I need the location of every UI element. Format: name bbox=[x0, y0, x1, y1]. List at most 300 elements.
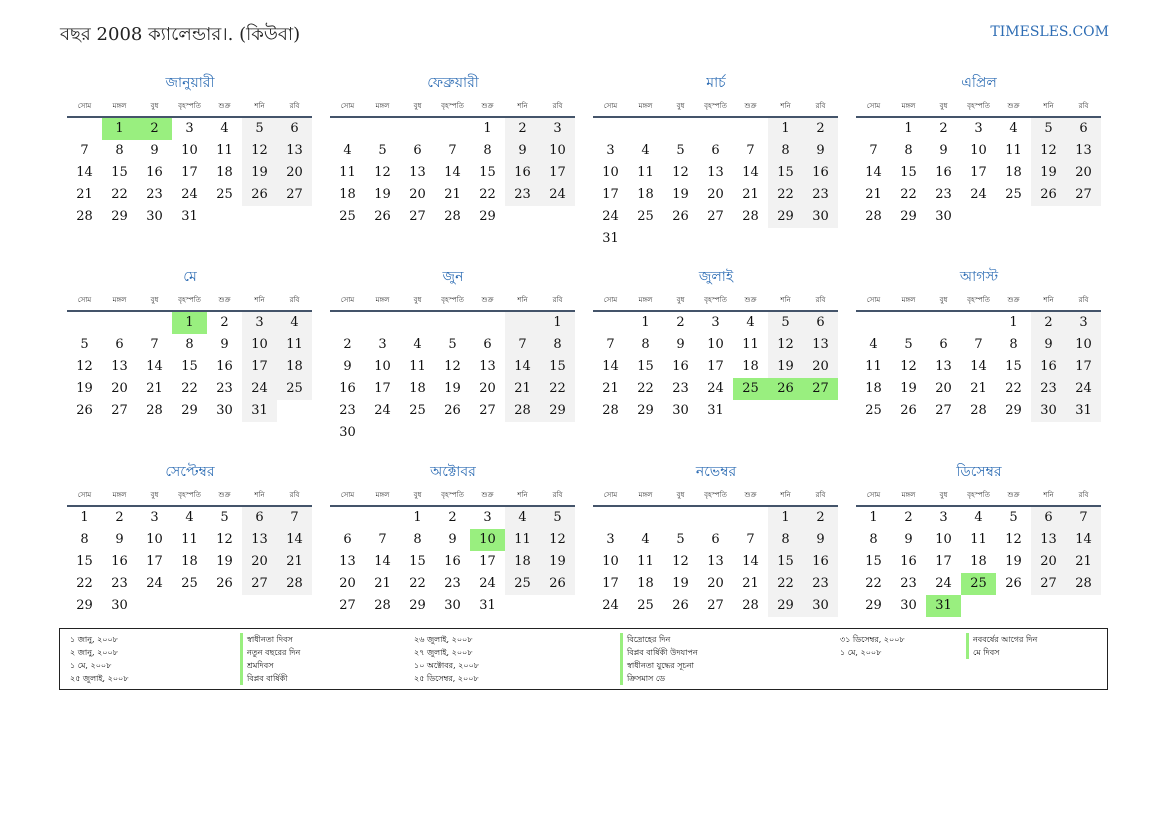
day-cell[interactable]: 25 bbox=[409, 403, 426, 418]
day-cell[interactable]: 9 bbox=[676, 337, 685, 352]
day-cell[interactable]: 12 bbox=[242, 140, 277, 162]
day-cell[interactable]: 16 bbox=[505, 162, 540, 184]
day-cell[interactable]: 28 bbox=[602, 403, 619, 418]
day-cell[interactable]: 9 bbox=[448, 532, 457, 547]
day-cell[interactable]: 15 bbox=[637, 359, 654, 374]
day-cell[interactable]: 6 bbox=[1031, 507, 1066, 529]
day-cell[interactable]: 30 bbox=[111, 598, 128, 613]
day-cell[interactable]: 13 bbox=[339, 554, 356, 569]
day-cell[interactable]: 8 bbox=[540, 334, 575, 356]
day-cell[interactable]: 11 bbox=[409, 359, 426, 374]
day-cell[interactable]: 21 bbox=[1066, 551, 1101, 573]
day-cell[interactable]: 15 bbox=[540, 356, 575, 378]
day-cell[interactable]: 17 bbox=[374, 381, 391, 396]
day-cell[interactable]: 18 bbox=[1005, 165, 1022, 180]
day-cell[interactable]: 25 bbox=[637, 209, 654, 224]
day-cell[interactable]: 7 bbox=[277, 507, 312, 529]
day-cell[interactable]: 23 bbox=[339, 403, 356, 418]
day-cell[interactable]: 20 bbox=[242, 551, 277, 573]
day-cell[interactable]: 4 bbox=[641, 143, 650, 158]
day-cell[interactable]: 9 bbox=[803, 529, 838, 551]
day-cell[interactable]: 1 bbox=[768, 118, 803, 140]
day-cell[interactable]: 19 bbox=[672, 576, 689, 591]
day-cell[interactable]: 22 bbox=[768, 184, 803, 206]
day-cell[interactable]: 1 bbox=[641, 315, 650, 330]
day-cell[interactable]: 15 bbox=[76, 554, 93, 569]
day-cell[interactable]: 30 bbox=[935, 209, 952, 224]
day-cell[interactable]: 7 bbox=[869, 143, 878, 158]
day-cell[interactable]: 3 bbox=[483, 510, 492, 525]
day-cell[interactable]: 25 bbox=[637, 598, 654, 613]
day-cell[interactable]: 15 bbox=[900, 165, 917, 180]
day-cell[interactable]: 7 bbox=[746, 532, 755, 547]
day-cell[interactable]: 3 bbox=[540, 118, 575, 140]
day-cell[interactable]: 8 bbox=[768, 529, 803, 551]
day-cell[interactable]: 14 bbox=[742, 165, 759, 180]
day-cell[interactable]: 30 bbox=[900, 598, 917, 613]
day-cell[interactable]: 25 bbox=[339, 209, 356, 224]
day-cell[interactable]: 18 bbox=[409, 381, 426, 396]
day-cell[interactable]: 2 bbox=[448, 510, 457, 525]
day-cell[interactable]: 6 bbox=[711, 532, 720, 547]
day-cell[interactable]: 19 bbox=[1031, 162, 1066, 184]
day-cell[interactable]: 20 bbox=[111, 381, 128, 396]
day-cell[interactable]: 3 bbox=[378, 337, 387, 352]
day-cell[interactable]: 5 bbox=[80, 337, 89, 352]
day-cell[interactable]: 22 bbox=[1005, 381, 1022, 396]
day-cell[interactable]: 27 bbox=[111, 403, 128, 418]
day-cell[interactable]: 3 bbox=[974, 121, 983, 136]
day-cell[interactable]: 5 bbox=[448, 337, 457, 352]
day-cell[interactable]: 14 bbox=[374, 554, 391, 569]
day-cell[interactable]: 8 bbox=[641, 337, 650, 352]
day-cell[interactable]: 19 bbox=[1005, 554, 1022, 569]
day-cell[interactable]: 21 bbox=[374, 576, 391, 591]
day-cell[interactable]: 3 bbox=[939, 510, 948, 525]
day-cell[interactable]: 27 bbox=[935, 403, 952, 418]
day-cell[interactable]: 30 bbox=[339, 425, 356, 440]
day-cell[interactable]: 10 bbox=[540, 140, 575, 162]
day-cell[interactable]: 16 bbox=[672, 359, 689, 374]
day-cell[interactable]: 17 bbox=[602, 187, 619, 202]
day-cell[interactable]: 16 bbox=[146, 165, 163, 180]
day-cell[interactable]: 12 bbox=[900, 359, 917, 374]
day-cell[interactable]: 30 bbox=[444, 598, 461, 613]
day-cell[interactable]: 29 bbox=[768, 206, 803, 228]
day-cell[interactable]: 14 bbox=[76, 165, 93, 180]
day-cell[interactable]: 31 bbox=[181, 209, 198, 224]
day-cell[interactable]: 4 bbox=[185, 510, 194, 525]
day-cell[interactable]: 30 bbox=[1031, 400, 1066, 422]
day-cell[interactable]: 17 bbox=[935, 554, 952, 569]
day-cell[interactable]: 18 bbox=[339, 187, 356, 202]
day-cell[interactable]: 25 bbox=[865, 403, 882, 418]
day-cell[interactable]: 6 bbox=[711, 143, 720, 158]
day-cell[interactable]: 16 bbox=[216, 359, 233, 374]
day-cell[interactable]: 27 bbox=[277, 184, 312, 206]
day-cell[interactable]: 9 bbox=[150, 143, 159, 158]
day-cell[interactable]: 18 bbox=[970, 554, 987, 569]
day-cell[interactable]: 31 bbox=[242, 400, 277, 422]
day-cell[interactable]: 11 bbox=[637, 165, 654, 180]
day-cell[interactable]: 19 bbox=[540, 551, 575, 573]
day-cell[interactable]: 27 bbox=[479, 403, 496, 418]
day-cell[interactable]: 16 bbox=[803, 551, 838, 573]
day-cell[interactable]: 24 bbox=[602, 598, 619, 613]
day-cell[interactable]: 15 bbox=[111, 165, 128, 180]
day-cell[interactable]: 2 bbox=[115, 510, 124, 525]
day-cell[interactable]: 15 bbox=[181, 359, 198, 374]
day-cell[interactable]: 14 bbox=[444, 165, 461, 180]
day-cell[interactable]: 23 bbox=[1031, 378, 1066, 400]
day-cell[interactable]: 18 bbox=[742, 359, 759, 374]
day-cell[interactable]: 6 bbox=[483, 337, 492, 352]
day-cell[interactable]: 24 bbox=[970, 187, 987, 202]
day-cell[interactable]: 13 bbox=[409, 165, 426, 180]
day-cell[interactable]: 12 bbox=[374, 165, 391, 180]
day-cell[interactable]: 14 bbox=[602, 359, 619, 374]
day-cell[interactable]: 27 bbox=[707, 598, 724, 613]
day-cell[interactable]: 24 bbox=[181, 187, 198, 202]
day-cell[interactable]: 14 bbox=[742, 554, 759, 569]
day-cell[interactable]: 31 bbox=[602, 231, 619, 246]
day-cell[interactable]: 14 bbox=[1066, 529, 1101, 551]
day-cell[interactable]: 22 bbox=[768, 573, 803, 595]
day-cell[interactable]: 2 bbox=[803, 118, 838, 140]
day-cell[interactable]: 28 bbox=[742, 209, 759, 224]
day-cell[interactable]: 5 bbox=[768, 312, 803, 334]
day-cell[interactable]: 17 bbox=[181, 165, 198, 180]
day-cell[interactable]: 10 bbox=[707, 337, 724, 352]
day-cell[interactable]: 16 bbox=[935, 165, 952, 180]
day-cell[interactable]: 12 bbox=[444, 359, 461, 374]
day-cell[interactable]: 2 bbox=[1031, 312, 1066, 334]
day-cell[interactable]: 23 bbox=[111, 576, 128, 591]
day-cell[interactable]: 19 bbox=[76, 381, 93, 396]
day-cell[interactable]: 22 bbox=[76, 576, 93, 591]
day-cell[interactable]: 12 bbox=[672, 165, 689, 180]
day-cell[interactable]: 17 bbox=[602, 576, 619, 591]
day-cell[interactable]: 13 bbox=[1066, 140, 1101, 162]
day-cell[interactable]: 30 bbox=[216, 403, 233, 418]
day-cell[interactable]: 12 bbox=[540, 529, 575, 551]
day-cell[interactable]: 15 bbox=[768, 162, 803, 184]
holiday-day-cell[interactable]: 27 bbox=[803, 378, 838, 400]
day-cell[interactable]: 27 bbox=[1031, 573, 1066, 595]
day-cell[interactable]: 29 bbox=[637, 403, 654, 418]
day-cell[interactable]: 13 bbox=[479, 359, 496, 374]
day-cell[interactable]: 13 bbox=[707, 554, 724, 569]
day-cell[interactable]: 24 bbox=[707, 381, 724, 396]
day-cell[interactable]: 7 bbox=[378, 532, 387, 547]
day-cell[interactable]: 11 bbox=[339, 165, 356, 180]
day-cell[interactable]: 25 bbox=[505, 573, 540, 595]
day-cell[interactable]: 15 bbox=[865, 554, 882, 569]
day-cell[interactable]: 5 bbox=[676, 143, 685, 158]
day-cell[interactable]: 7 bbox=[448, 143, 457, 158]
day-cell[interactable]: 10 bbox=[602, 165, 619, 180]
day-cell[interactable]: 15 bbox=[768, 551, 803, 573]
day-cell[interactable]: 6 bbox=[413, 143, 422, 158]
day-cell[interactable]: 23 bbox=[444, 576, 461, 591]
day-cell[interactable]: 9 bbox=[505, 140, 540, 162]
day-cell[interactable]: 13 bbox=[242, 529, 277, 551]
day-cell[interactable]: 19 bbox=[444, 381, 461, 396]
day-cell[interactable]: 9 bbox=[115, 532, 124, 547]
day-cell[interactable]: 4 bbox=[505, 507, 540, 529]
day-cell[interactable]: 15 bbox=[409, 554, 426, 569]
day-cell[interactable]: 24 bbox=[374, 403, 391, 418]
day-cell[interactable]: 15 bbox=[479, 165, 496, 180]
day-cell[interactable]: 8 bbox=[413, 532, 422, 547]
day-cell[interactable]: 17 bbox=[1066, 356, 1101, 378]
day-cell[interactable]: 28 bbox=[374, 598, 391, 613]
day-cell[interactable]: 31 bbox=[707, 403, 724, 418]
day-cell[interactable]: 4 bbox=[1009, 121, 1018, 136]
day-cell[interactable]: 20 bbox=[707, 187, 724, 202]
day-cell[interactable]: 12 bbox=[76, 359, 93, 374]
day-cell[interactable]: 17 bbox=[707, 359, 724, 374]
holiday-day-cell[interactable]: 2 bbox=[137, 118, 172, 140]
day-cell[interactable]: 6 bbox=[277, 118, 312, 140]
day-cell[interactable]: 11 bbox=[505, 529, 540, 551]
day-cell[interactable]: 24 bbox=[1066, 378, 1101, 400]
day-cell[interactable]: 8 bbox=[185, 337, 194, 352]
day-cell[interactable]: 18 bbox=[216, 165, 233, 180]
day-cell[interactable]: 30 bbox=[803, 595, 838, 617]
day-cell[interactable]: 26 bbox=[76, 403, 93, 418]
day-cell[interactable]: 31 bbox=[1066, 400, 1101, 422]
day-cell[interactable]: 26 bbox=[374, 209, 391, 224]
day-cell[interactable]: 23 bbox=[803, 184, 838, 206]
day-cell[interactable]: 21 bbox=[602, 381, 619, 396]
day-cell[interactable]: 21 bbox=[505, 378, 540, 400]
day-cell[interactable]: 8 bbox=[80, 532, 89, 547]
day-cell[interactable]: 20 bbox=[803, 356, 838, 378]
day-cell[interactable]: 4 bbox=[343, 143, 352, 158]
day-cell[interactable]: 23 bbox=[803, 573, 838, 595]
day-cell[interactable]: 29 bbox=[768, 595, 803, 617]
day-cell[interactable]: 7 bbox=[746, 143, 755, 158]
day-cell[interactable]: 3 bbox=[242, 312, 277, 334]
day-cell[interactable]: 16 bbox=[1031, 356, 1066, 378]
holiday-day-cell[interactable]: 1 bbox=[102, 118, 137, 140]
day-cell[interactable]: 22 bbox=[181, 381, 198, 396]
day-cell[interactable]: 20 bbox=[935, 381, 952, 396]
day-cell[interactable]: 19 bbox=[672, 187, 689, 202]
day-cell[interactable]: 5 bbox=[242, 118, 277, 140]
day-cell[interactable]: 3 bbox=[711, 315, 720, 330]
day-cell[interactable]: 21 bbox=[742, 576, 759, 591]
day-cell[interactable]: 22 bbox=[540, 378, 575, 400]
day-cell[interactable]: 13 bbox=[1031, 529, 1066, 551]
day-cell[interactable]: 17 bbox=[479, 554, 496, 569]
day-cell[interactable]: 3 bbox=[606, 143, 615, 158]
day-cell[interactable]: 28 bbox=[444, 209, 461, 224]
day-cell[interactable]: 26 bbox=[242, 184, 277, 206]
day-cell[interactable]: 18 bbox=[637, 187, 654, 202]
day-cell[interactable]: 20 bbox=[409, 187, 426, 202]
day-cell[interactable]: 9 bbox=[803, 140, 838, 162]
day-cell[interactable]: 2 bbox=[343, 337, 352, 352]
day-cell[interactable]: 9 bbox=[343, 359, 352, 374]
day-cell[interactable]: 26 bbox=[1031, 184, 1066, 206]
day-cell[interactable]: 4 bbox=[641, 532, 650, 547]
day-cell[interactable]: 24 bbox=[935, 576, 952, 591]
day-cell[interactable]: 26 bbox=[672, 598, 689, 613]
day-cell[interactable]: 6 bbox=[115, 337, 124, 352]
day-cell[interactable]: 26 bbox=[540, 573, 575, 595]
day-cell[interactable]: 29 bbox=[540, 400, 575, 422]
day-cell[interactable]: 18 bbox=[865, 381, 882, 396]
day-cell[interactable]: 22 bbox=[865, 576, 882, 591]
day-cell[interactable]: 25 bbox=[1005, 187, 1022, 202]
day-cell[interactable]: 1 bbox=[540, 312, 575, 334]
day-cell[interactable]: 12 bbox=[672, 554, 689, 569]
day-cell[interactable]: 20 bbox=[277, 162, 312, 184]
day-cell[interactable]: 20 bbox=[1031, 551, 1066, 573]
day-cell[interactable]: 2 bbox=[803, 507, 838, 529]
holiday-day-cell[interactable]: 25 bbox=[733, 378, 768, 400]
day-cell[interactable]: 10 bbox=[181, 143, 198, 158]
day-cell[interactable]: 12 bbox=[768, 334, 803, 356]
day-cell[interactable]: 27 bbox=[339, 598, 356, 613]
day-cell[interactable]: 24 bbox=[540, 184, 575, 206]
day-cell[interactable]: 7 bbox=[150, 337, 159, 352]
day-cell[interactable]: 21 bbox=[76, 187, 93, 202]
day-cell[interactable]: 23 bbox=[146, 187, 163, 202]
day-cell[interactable]: 27 bbox=[409, 209, 426, 224]
day-cell[interactable]: 1 bbox=[80, 510, 89, 525]
day-cell[interactable]: 1 bbox=[413, 510, 422, 525]
day-cell[interactable]: 18 bbox=[505, 551, 540, 573]
day-cell[interactable]: 20 bbox=[1066, 162, 1101, 184]
day-cell[interactable]: 14 bbox=[146, 359, 163, 374]
day-cell[interactable]: 9 bbox=[904, 532, 913, 547]
day-cell[interactable]: 11 bbox=[216, 143, 233, 158]
day-cell[interactable]: 20 bbox=[339, 576, 356, 591]
day-cell[interactable]: 19 bbox=[768, 356, 803, 378]
day-cell[interactable]: 21 bbox=[742, 187, 759, 202]
day-cell[interactable]: 16 bbox=[444, 554, 461, 569]
day-cell[interactable]: 9 bbox=[220, 337, 229, 352]
day-cell[interactable]: 4 bbox=[277, 312, 312, 334]
day-cell[interactable]: 6 bbox=[939, 337, 948, 352]
day-cell[interactable]: 10 bbox=[602, 554, 619, 569]
day-cell[interactable]: 11 bbox=[970, 532, 987, 547]
day-cell[interactable]: 21 bbox=[146, 381, 163, 396]
day-cell[interactable]: 8 bbox=[768, 140, 803, 162]
day-cell[interactable]: 7 bbox=[80, 143, 89, 158]
day-cell[interactable]: 10 bbox=[146, 532, 163, 547]
day-cell[interactable]: 8 bbox=[1009, 337, 1018, 352]
day-cell[interactable]: 10 bbox=[374, 359, 391, 374]
day-cell[interactable]: 23 bbox=[900, 576, 917, 591]
day-cell[interactable]: 3 bbox=[606, 532, 615, 547]
day-cell[interactable]: 30 bbox=[146, 209, 163, 224]
day-cell[interactable]: 11 bbox=[865, 359, 882, 374]
day-cell[interactable]: 9 bbox=[939, 143, 948, 158]
day-cell[interactable]: 11 bbox=[277, 334, 312, 356]
day-cell[interactable]: 14 bbox=[970, 359, 987, 374]
day-cell[interactable]: 10 bbox=[1066, 334, 1101, 356]
day-cell[interactable]: 29 bbox=[865, 598, 882, 613]
day-cell[interactable]: 13 bbox=[803, 334, 838, 356]
day-cell[interactable]: 7 bbox=[1066, 507, 1101, 529]
day-cell[interactable]: 4 bbox=[869, 337, 878, 352]
day-cell[interactable]: 31 bbox=[479, 598, 496, 613]
day-cell[interactable]: 6 bbox=[343, 532, 352, 547]
day-cell[interactable]: 6 bbox=[803, 312, 838, 334]
day-cell[interactable]: 2 bbox=[220, 315, 229, 330]
day-cell[interactable]: 17 bbox=[242, 356, 277, 378]
day-cell[interactable]: 12 bbox=[1031, 140, 1066, 162]
day-cell[interactable]: 14 bbox=[865, 165, 882, 180]
day-cell[interactable]: 14 bbox=[277, 529, 312, 551]
day-cell[interactable]: 16 bbox=[803, 162, 838, 184]
day-cell[interactable]: 8 bbox=[904, 143, 913, 158]
day-cell[interactable]: 27 bbox=[1066, 184, 1101, 206]
day-cell[interactable]: 22 bbox=[409, 576, 426, 591]
day-cell[interactable]: 28 bbox=[742, 598, 759, 613]
day-cell[interactable]: 29 bbox=[76, 598, 93, 613]
day-cell[interactable]: 29 bbox=[409, 598, 426, 613]
day-cell[interactable]: 22 bbox=[637, 381, 654, 396]
day-cell[interactable]: 11 bbox=[742, 337, 759, 352]
day-cell[interactable]: 10 bbox=[242, 334, 277, 356]
day-cell[interactable]: 6 bbox=[1066, 118, 1101, 140]
day-cell[interactable]: 27 bbox=[707, 209, 724, 224]
day-cell[interactable]: 21 bbox=[277, 551, 312, 573]
day-cell[interactable]: 24 bbox=[146, 576, 163, 591]
day-cell[interactable]: 28 bbox=[865, 209, 882, 224]
day-cell[interactable]: 1 bbox=[904, 121, 913, 136]
day-cell[interactable]: 30 bbox=[672, 403, 689, 418]
day-cell[interactable]: 3 bbox=[1066, 312, 1101, 334]
day-cell[interactable]: 5 bbox=[1009, 510, 1018, 525]
holiday-day-cell[interactable]: 25 bbox=[961, 573, 996, 595]
day-cell[interactable]: 18 bbox=[181, 554, 198, 569]
day-cell[interactable]: 3 bbox=[185, 121, 194, 136]
day-cell[interactable]: 23 bbox=[672, 381, 689, 396]
day-cell[interactable]: 19 bbox=[242, 162, 277, 184]
day-cell[interactable]: 5 bbox=[1031, 118, 1066, 140]
holiday-day-cell[interactable]: 10 bbox=[470, 529, 505, 551]
day-cell[interactable]: 24 bbox=[602, 209, 619, 224]
day-cell[interactable]: 10 bbox=[935, 532, 952, 547]
day-cell[interactable]: 28 bbox=[1066, 573, 1101, 595]
day-cell[interactable]: 23 bbox=[935, 187, 952, 202]
day-cell[interactable]: 3 bbox=[150, 510, 159, 525]
holiday-day-cell[interactable]: 31 bbox=[926, 595, 961, 617]
day-cell[interactable]: 5 bbox=[220, 510, 229, 525]
day-cell[interactable]: 13 bbox=[935, 359, 952, 374]
day-cell[interactable]: 7 bbox=[505, 334, 540, 356]
day-cell[interactable]: 4 bbox=[746, 315, 755, 330]
day-cell[interactable]: 20 bbox=[707, 576, 724, 591]
site-brand-link[interactable]: TIMESLES.COM bbox=[990, 24, 1109, 40]
day-cell[interactable]: 29 bbox=[181, 403, 198, 418]
day-cell[interactable]: 4 bbox=[413, 337, 422, 352]
day-cell[interactable]: 1 bbox=[869, 510, 878, 525]
day-cell[interactable]: 22 bbox=[479, 187, 496, 202]
day-cell[interactable]: 18 bbox=[637, 576, 654, 591]
day-cell[interactable]: 19 bbox=[900, 381, 917, 396]
day-cell[interactable]: 28 bbox=[76, 209, 93, 224]
day-cell[interactable]: 26 bbox=[900, 403, 917, 418]
day-cell[interactable]: 25 bbox=[277, 378, 312, 400]
day-cell[interactable]: 7 bbox=[606, 337, 615, 352]
